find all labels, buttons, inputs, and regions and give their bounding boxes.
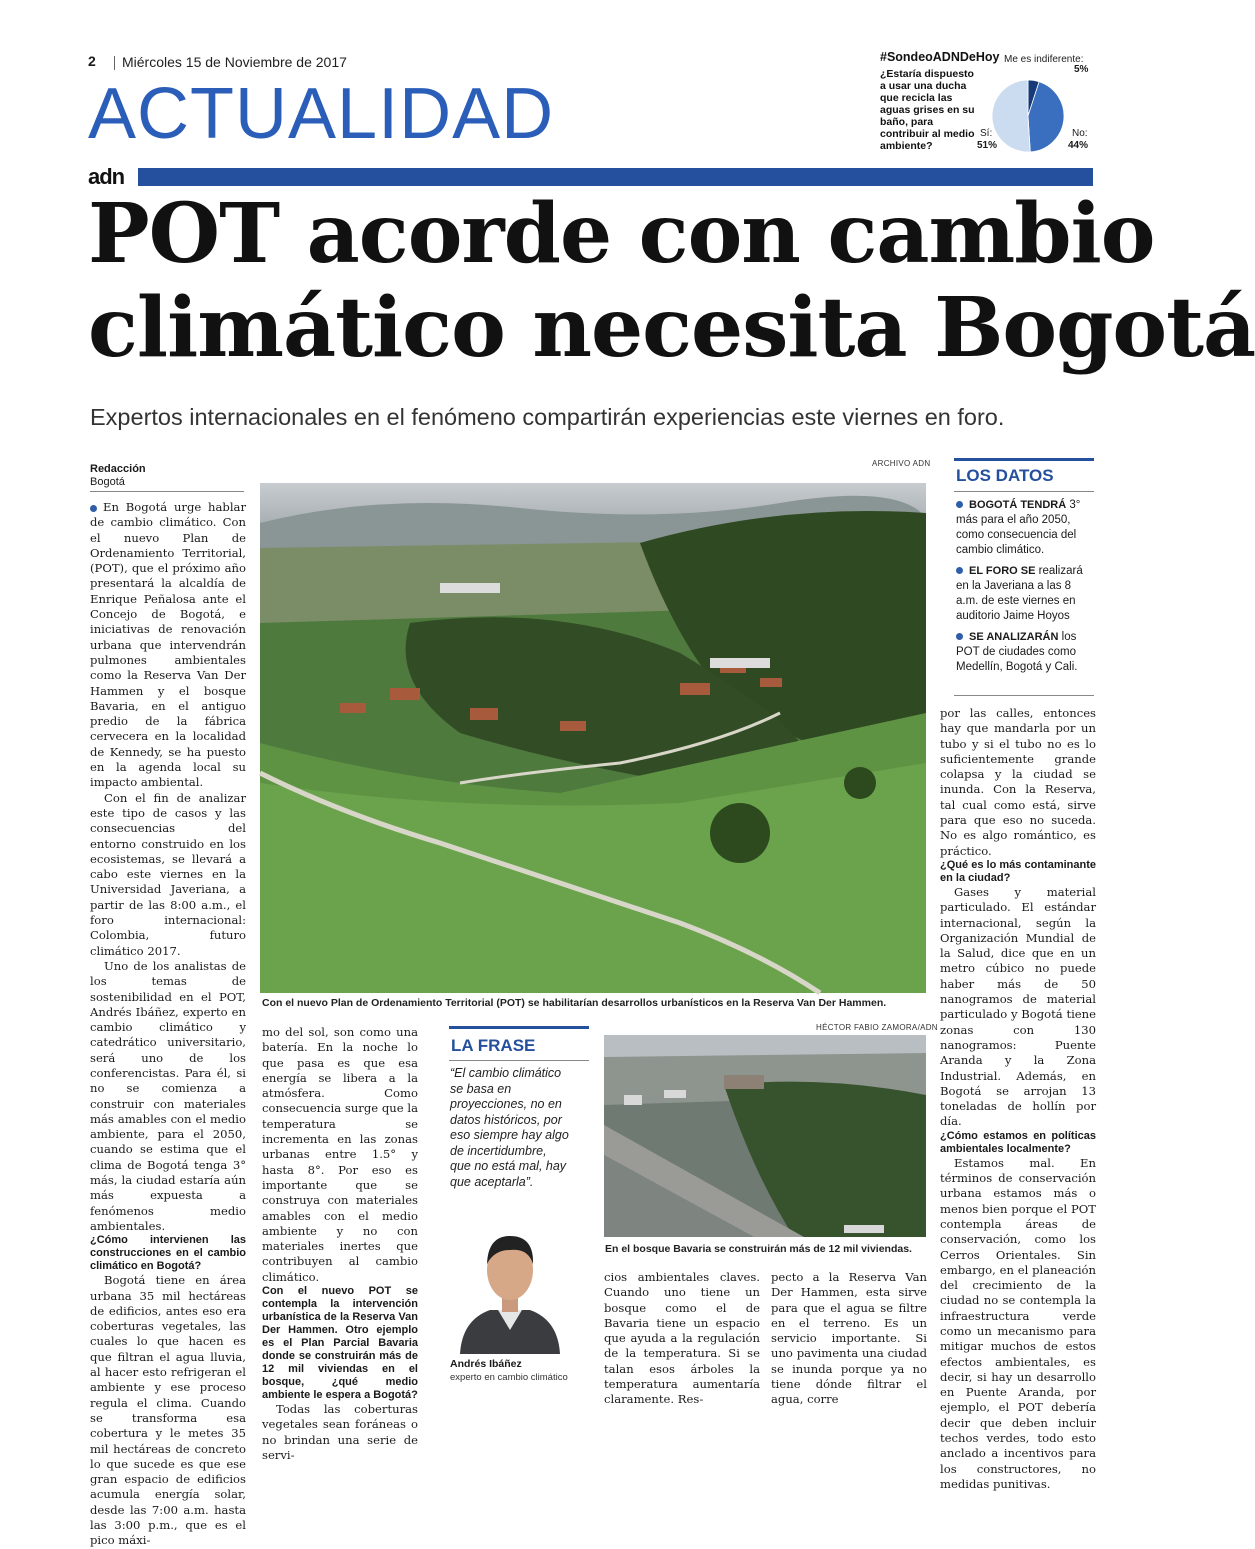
poll-pie-chart xyxy=(988,76,1068,156)
col5-paragraph-3: Estamos mal. En términos de conservación urbana estamos más o menos bien porque el POT contempla áreas de conservación, como los Cerros Orientales. Sin embargo, en el planeación del crecimiento de la ciudad no se contempla la infraestructura verde como un mecanismo para mitigar muchos de estos efectos ambientales, es decir, si hay un desarrollo en Puente Aranda, por ejemplo, el POT debería decir que deben incluir techos verdes, todo esto anclado a incentivos para los constructores, no medidas punitivas. xyxy=(940,1155,1096,1491)
question-4: ¿Cómo estamos en políticas ambientales localmente? xyxy=(940,1129,1096,1155)
pie-slice xyxy=(992,80,1030,152)
photo-second-caption: En el bosque Bavaria se construirán más de 12 mil viviendas. xyxy=(605,1243,912,1255)
article-column-1: En Bogotá urge hablar de cambio climático. Con el nuevo Plan de Ordenamiento Territorial, (POT), que el próximo año presentará la alcaldía de Enrique Peñalosa ante el Concejo de Bogotá, e iniciativas de renovación urbana que intervendrán pulmones ambientales como la Reserva Van Der Hammen y el bosque Bavaria, en el antiguo predio de la fábrica cervecera en la localidad de Kennedy, se ha puesto en la agenda local su impacto ambiental. Con el fin de analizar este tipo de casos y las consecuencias del entorno construido en los ecosistemas, se llevará a cabo este viernes en la Universidad Javeriana, a partir de las 8:00 a.m., el foro internacional: Colombia, futuro climático 2017. Uno de los analistas de los temas de sostenibilidad en el POT, Andrés Ibáñez, experto en cambio climático y catedrático universitario, será uno de los conferencistas. Para él, si no se comienza a construir con materiales más amables con el medio ambiente, para el 2050, cuando se estima que el clima de Bogotá tenga 3° más, la ciudad estaría aún más expuesta a fenómenos medio ambientales. ¿Cómo intervienen las construcciones en el cambio climático en Bogotá? Bogotá tiene en área urbana 35 mil hectáreas de edificios, antes eso era coberturas vegetales, las cuales lo que hacen es que filtran el agua lluvia, al hacer esto refrigeran el ambiente y ese proceso regula el clima. Cuando se transforma esa cobertura y le metes 35 mil hectáreas de concreto lo que sucede es que ese gran espacio de edificios acumula energía solar, desde las 7:00 a.m. hasta las 3:00 p.m., que es el pico máxi- xyxy=(90,500,246,1548)
bullet-icon xyxy=(956,501,963,508)
photo-second-credit: HÉCTOR FABIO ZAMORA/ADN xyxy=(816,1023,938,1032)
datos-item-2: EL FORO SE realizará en la Javeriana a las 8 a.m. de este viernes en auditorio Jaime Hoyos xyxy=(956,565,1083,622)
col5-paragraph-1: por las calles, entonces hay que mandarla por un tubo y si el tubo no es lo suficientemente grande colapsa y la ciudad se inunda. Con la Reserva, tal cual como está, sirve para que eso no suceda. No es algo romántico, es práctico. xyxy=(940,706,1096,858)
col2-paragraph-2: Todas las coberturas vegetales sean foráneas o no brindan una serie de servi- xyxy=(262,1402,418,1462)
frase-name: Andrés Ibáñez xyxy=(450,1358,522,1370)
article-subtitle: Expertos internacionales en el fenómeno compartirán experiencias este viernes en foro. xyxy=(90,404,1005,430)
photo-second-bavaria xyxy=(604,1035,926,1237)
col1-paragraph-2: Con el fin de analizar este tipo de casos y las consecuencias del entorno construido en los ecosistemas, se llevará a cabo este viernes en la Universidad Javeriana, a partir de las 8:00 a.m., el foro internacional: Colombia, futuro climático 2017. xyxy=(90,790,246,958)
bullet-icon xyxy=(956,567,963,574)
headline-line2: climático necesita Bogotá xyxy=(88,280,1255,376)
header-rule xyxy=(138,168,1093,186)
datos-bottom-rule xyxy=(954,695,1094,696)
header-divider xyxy=(114,56,115,70)
byline-rule xyxy=(90,491,244,492)
poll-option-value-no: 44% xyxy=(1068,140,1089,151)
datos-title-rule xyxy=(954,491,1094,492)
question-1: ¿Cómo intervienen las construcciones en el cambio climático en Bogotá? xyxy=(90,1234,246,1273)
poll-option-label-indiferente: Me es indiferente: xyxy=(1004,54,1084,65)
frase-title: LA FRASE xyxy=(451,1036,536,1055)
section-title: ACTUALIDAD xyxy=(88,74,555,154)
byline-author: Redacción xyxy=(90,463,146,475)
brand-logo: adn xyxy=(88,164,125,189)
col3-paragraph-1: cios ambientales claves. Cuando uno tiene un bosque como el de Bavaria tiene un espacio que ayuda a la regulación de la temperatura. Si se talan esos árboles la temperatura aumentaría claramente. Res- xyxy=(604,1270,760,1407)
article-column-2 xyxy=(262,1025,418,1463)
question-3: ¿Qué es lo más contaminante en la ciudad? xyxy=(940,858,1096,884)
question-2: Con el nuevo POT se contempla la intervención urbanística de la Reserva Van Der Hammen. Otro ejemplo es el Plan Parcial Bavaria donde se construirán más de 12 mil viviendas en el bosque, ¿qué medio ambiente le espera a Bogotá? xyxy=(262,1285,418,1402)
article-column-5 xyxy=(940,706,1096,1492)
poll-option-label-no: No: xyxy=(1072,128,1088,139)
frase-role: experto en cambio climático xyxy=(450,1372,568,1383)
datos-top-rule xyxy=(954,458,1094,461)
datos-item-3: SE ANALIZARÁN los POT de ciudades como Medellín, Bogotá y Cali. xyxy=(956,631,1078,673)
poll-hashtag: #SondeoADNDeHoy xyxy=(880,50,1000,64)
page-date: Miércoles 15 de Noviembre de 2017 xyxy=(122,54,347,70)
poll-option-label-si: Sí: xyxy=(980,128,993,139)
datos-item-1: BOGOTÁ TENDRÁ 3° más para el año 2050, como consecuencia del cambio climático. xyxy=(956,499,1081,556)
col5-paragraph-2: Gases y material particulado. El estándar internacional, según la Organización Mundial de la Salud, dice que en un metro cúbico no puede haber más de 50 nanogramos de material particulado y Bogotá tiene zonas con 130 nanogramos: Puente Aranda y la Zona Industrial. Además, en Bogotá se arrojan 13 toneladas de hollín por día. xyxy=(940,884,1096,1129)
article-column-4 xyxy=(771,1270,927,1408)
bullet-icon xyxy=(90,505,97,512)
poll-question: ¿Estaría dispuesto a usar una ducha que recicla las aguas grises en su baño, para contribuir al medio ambiente? xyxy=(880,68,975,152)
expert-portrait xyxy=(450,1212,570,1354)
poll-option-value-indiferente: 5% xyxy=(1074,64,1089,75)
col1-paragraph-3: Uno de los analistas de los temas de sostenibilidad en el POT, Andrés Ibáñez, experto en cambio climático y catedrático universitario, será uno de los conferencistas. Para él, si no se comienza a construir con materiales más amables con el medio ambiente, para el 2050, cuando se estima que el clima de Bogotá tenga 3° más, la ciudad estaría aún más expuesta a fenómenos medio ambientales. xyxy=(90,958,246,1233)
col2-paragraph-1: mo del sol, son como una batería. En la noche lo que pasa es que esa energía se libera a la atmósfera. Como consecuencia surge que la temperatura se incrementa en las zonas urbanas entre 1.5° y hasta 8°. Por eso es importante que se construya con materiales amables con el medio ambiente y no con materiales inertes que contribuyen al cambio climático. xyxy=(262,1025,418,1284)
datos-title: LOS DATOS xyxy=(956,466,1054,485)
photo-main-credit: ARCHIVO ADN xyxy=(872,459,931,468)
frase-top-rule xyxy=(449,1026,589,1029)
col4-paragraph-1: pecto a la Reserva Van Der Hammen, esta sirve para que el agua se filtre en el terreno. Es un servicio importante. Si uno pavimenta una ciudad se inunda porque ya no tiene dónde filtrar el agua, corre xyxy=(771,1270,927,1407)
col1-paragraph-4: Bogotá tiene en área urbana 35 mil hectáreas de edificios, antes eso era coberturas vegetales, las cuales lo que hacen es que filtran el agua lluvia, al hacer esto refrigeran el ambiente y ese proceso regula el clima. Cuando se transforma esa cobertura y le metes 35 mil hectáreas de concreto lo que sucede es que ese gran espacio de edificios acumula energía solar, desde las 7:00 a.m. hasta las 3:00 p.m., que es el pico máxi- xyxy=(90,1273,246,1548)
datos-list xyxy=(956,498,1094,681)
poll-option-value-si: 51% xyxy=(977,140,998,151)
frase-quote: “El cambio climático se basa en proyecciones, no en datos históricos, por eso siempre hay algo de incertidumbre, que no está mal, hay que aceptarla”. xyxy=(450,1066,569,1189)
page-number: 2 xyxy=(88,53,96,69)
photo-main-caption: Con el nuevo Plan de Ordenamiento Territorial (POT) se habilitarían desarrollos urbanísticos en la Reserva Van Der Hammen. xyxy=(262,997,887,1009)
frase-title-rule xyxy=(449,1060,589,1061)
headline-line1: POT acorde con cambio xyxy=(88,186,1155,282)
photo-main-reserva xyxy=(260,483,926,993)
article-column-3 xyxy=(604,1270,760,1408)
bullet-icon xyxy=(956,633,963,640)
byline-city: Bogotá xyxy=(90,476,125,488)
